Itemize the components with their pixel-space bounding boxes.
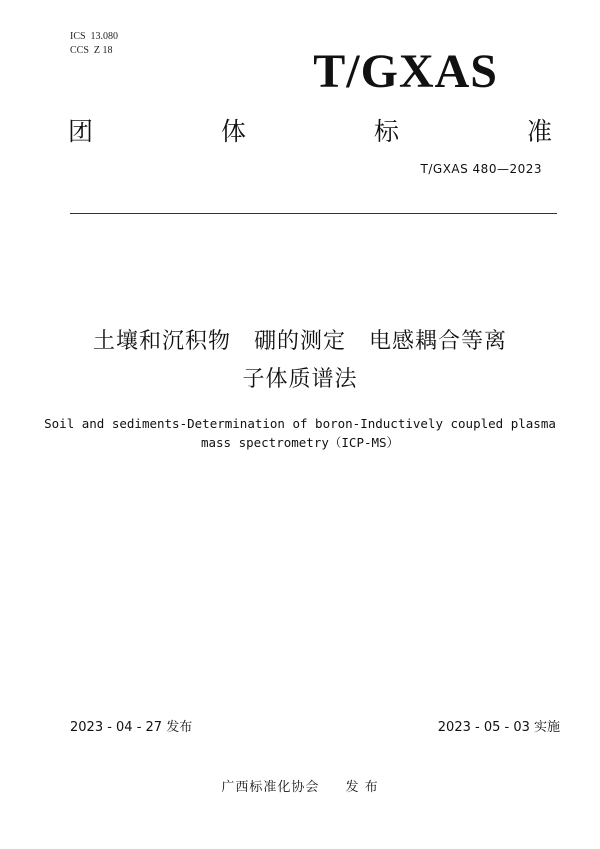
title-english-line1: Soil and sediments-Determination of boron-Inductively coupled plasma <box>44 416 556 431</box>
publisher <box>0 776 600 795</box>
standard-number: T/GXAS 480—2023 <box>420 162 542 176</box>
title-chinese-line1: 土壤和沉积物 硼的测定 电感耦合等离 <box>92 329 507 354</box>
publisher-org: 广西标准化协会 <box>221 780 320 795</box>
ccs-code: CCS Z 18 <box>70 45 113 56</box>
classification-codes <box>70 30 118 58</box>
implementation-date: 2023 - 05 - 03 实施 <box>437 720 560 735</box>
standard-brand: T/GXAS <box>313 45 498 98</box>
header-divider <box>70 213 557 214</box>
standard-type <box>68 117 552 147</box>
issue-date: 2023 - 04 - 27 发布 <box>70 720 193 735</box>
publisher-action: 发 布 <box>345 780 379 795</box>
title-english-line2: mass spectrometry（ICP-MS） <box>200 435 400 450</box>
standard-type-char: 体 <box>220 117 246 146</box>
standard-type-char: 准 <box>526 117 552 146</box>
standard-type-char: 标 <box>373 117 399 146</box>
ics-code: ICS 13.080 <box>70 31 119 42</box>
standard-type-char: 团 <box>68 117 94 146</box>
title-chinese-line2: 子体质谱法 <box>242 367 358 392</box>
